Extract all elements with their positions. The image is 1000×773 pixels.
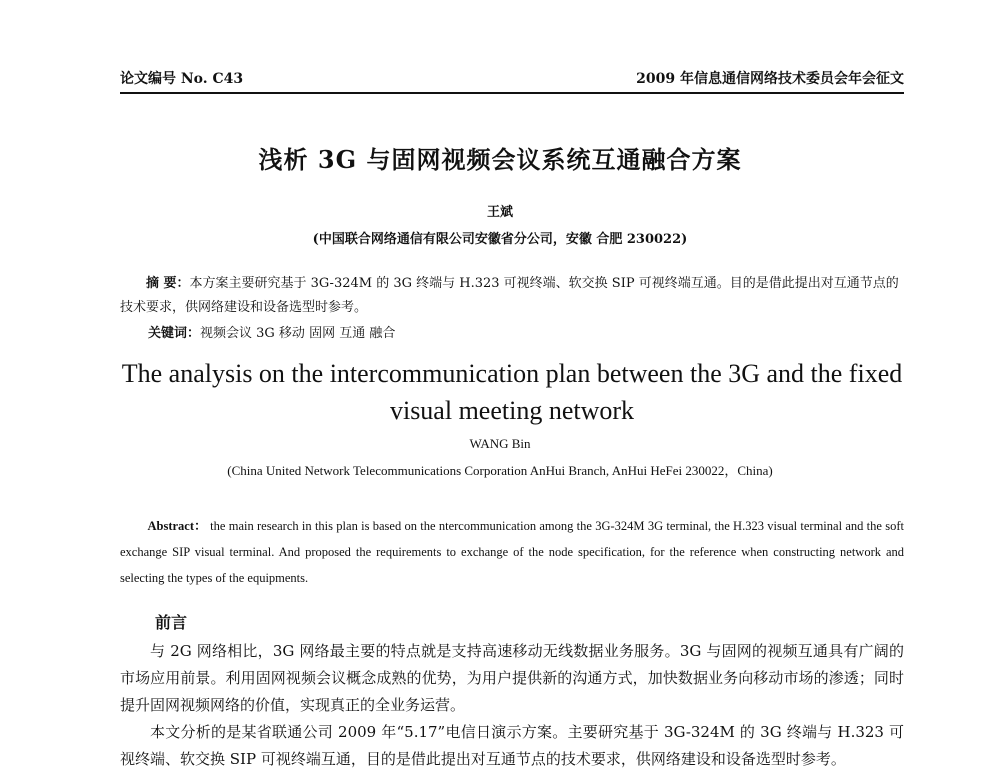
abstract-cn-label: 摘 要： bbox=[146, 276, 190, 291]
affiliation-cn: (中国联合网络通信有限公司安徽省分公司，安徽 合肥 230022) bbox=[312, 232, 688, 247]
abstract-cn bbox=[120, 272, 904, 320]
keywords-label: 关键词： bbox=[148, 326, 201, 341]
keywords-cn bbox=[148, 322, 904, 341]
body-paragraph: 与 2G 网络相比，3G 网络最主要的特点就是支持高速移动无线数据业务服务。3G 与固网的视频互通具有广阔的市场应用前景。利用固网视频会议概念成熟的优势，为用户提供新的沟通方式，加快数据业务向移动市场的渗透；同时提升固网视频网络的价值，实现真正的全业务运营。 bbox=[120, 642, 904, 714]
abstract-cn-text: 本方案主要研究基于 3G-324M 的 3G 终端与 H.323 可视终端、软交换 SIP 可视终端互通。目的是借此提出对互通节点的技术要求，供网络建设和设备选型时参考。 bbox=[120, 276, 899, 315]
page-header bbox=[120, 62, 904, 94]
body-text bbox=[120, 638, 904, 773]
abstract-en bbox=[120, 513, 904, 591]
title-en: The analysis on the intercommunication plan between the 3G and the fixed visual meeting network bbox=[121, 359, 903, 425]
author-cn: 王斌 bbox=[486, 205, 513, 220]
abstract-en-text: the main research in this plan is based on the ntercommunication among the 3G-324M 3G terminal, the H.323 visual terminal and the soft exchange SIP visual terminal. And proposed the requirements to exchange of the node specification, for the reference when constructing network and selecting the types of the equipments. bbox=[120, 519, 904, 585]
affiliation-en: (China United Network Telecommunications Corporation AnHui Branch, AnHui HeFei 230022，China) bbox=[227, 463, 773, 478]
body-paragraph: 本文分析的是某省联通公司 2009 年“5.17”电信日演示方案。主要研究基于 3G-324M 的 3G 终端与 H.323 可视终端、软交换 SIP 可视终端互通，目的是借此提出对互通节点的技术要求，供网络建设和设备选型时参考。 bbox=[120, 723, 904, 768]
section-heading: 前言 bbox=[155, 613, 188, 632]
title-cn: 浅析 3G 与固网视频会议系统互通融合方案 bbox=[258, 145, 742, 174]
conference-name: 2009 年信息通信网络技术委员会年会征文 bbox=[636, 71, 904, 87]
keywords-text: 视频会议 3G 移动 固网 互通 融合 bbox=[200, 326, 396, 341]
abstract-en-label: Abstract： bbox=[147, 519, 207, 533]
paper-number: 论文编号 No. C43 bbox=[120, 71, 244, 87]
author-en: WANG Bin bbox=[469, 436, 531, 451]
